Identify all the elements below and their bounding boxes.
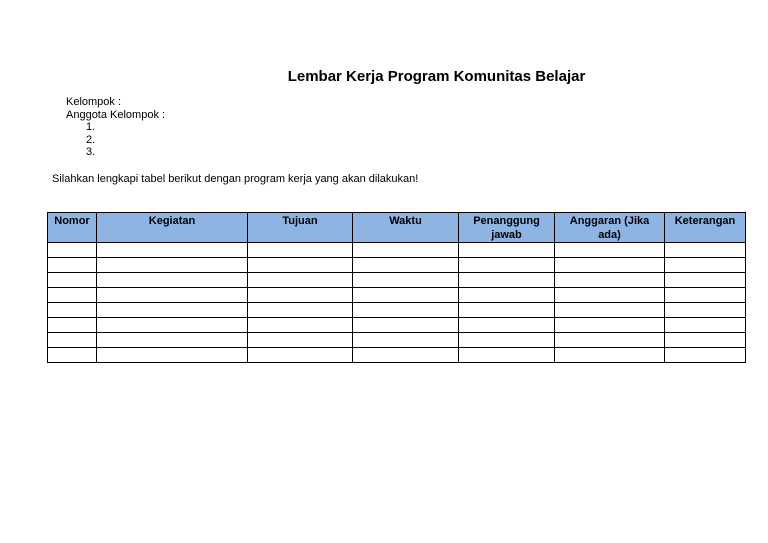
table-cell[interactable] xyxy=(97,288,248,303)
table-cell[interactable] xyxy=(353,258,459,273)
table-cell[interactable] xyxy=(97,243,248,258)
table-cell[interactable] xyxy=(248,348,353,363)
table-row xyxy=(48,288,746,303)
table-cell[interactable] xyxy=(555,273,665,288)
table-cell[interactable] xyxy=(459,303,555,318)
table-cell[interactable] xyxy=(97,273,248,288)
table-cell[interactable] xyxy=(459,258,555,273)
table-cell[interactable] xyxy=(97,318,248,333)
table-row xyxy=(48,243,746,258)
table-cell[interactable] xyxy=(555,318,665,333)
member-item: 3. xyxy=(86,146,96,158)
table-cell[interactable] xyxy=(97,258,248,273)
table-header-row xyxy=(48,213,746,243)
header-anggaran: Anggaran (Jika ada) xyxy=(555,213,665,243)
table-row xyxy=(48,348,746,363)
table-cell[interactable] xyxy=(555,243,665,258)
header-tujuan: Tujuan xyxy=(248,213,353,243)
table-cell[interactable] xyxy=(665,303,746,318)
table-cell[interactable] xyxy=(248,258,353,273)
table-cell[interactable] xyxy=(353,333,459,348)
work-program-table xyxy=(47,212,746,363)
table-cell[interactable] xyxy=(459,273,555,288)
table-cell[interactable] xyxy=(353,318,459,333)
table-cell[interactable] xyxy=(248,243,353,258)
table-cell[interactable] xyxy=(665,273,746,288)
table-cell[interactable] xyxy=(459,318,555,333)
header-waktu: Waktu xyxy=(353,213,459,243)
table-cell[interactable] xyxy=(48,348,97,363)
table-cell[interactable] xyxy=(665,258,746,273)
table-cell[interactable] xyxy=(97,348,248,363)
header-kegiatan: Kegiatan xyxy=(97,213,248,243)
table-row xyxy=(48,258,746,273)
table-cell[interactable] xyxy=(353,303,459,318)
table-cell[interactable] xyxy=(665,243,746,258)
table-cell[interactable] xyxy=(97,333,248,348)
table-row xyxy=(48,333,746,348)
members-list xyxy=(66,121,165,159)
table-cell[interactable] xyxy=(48,333,97,348)
instruction-text: Silahkan lengkapi tabel berikut dengan program kerja yang akan dilakukan! xyxy=(52,173,419,185)
header-nomor: Nomor xyxy=(48,213,97,243)
member-item: 2. xyxy=(86,133,96,146)
table-cell[interactable] xyxy=(353,273,459,288)
table-cell[interactable] xyxy=(248,273,353,288)
table-cell[interactable] xyxy=(48,303,97,318)
table-cell[interactable] xyxy=(353,243,459,258)
header-keterangan: Keterangan xyxy=(665,213,746,243)
table-cell[interactable] xyxy=(555,348,665,363)
table-cell[interactable] xyxy=(555,258,665,273)
group-label: Kelompok : xyxy=(66,96,122,108)
header-penanggung-jawab: Penanggung jawab xyxy=(459,213,555,243)
table-cell[interactable] xyxy=(248,303,353,318)
table-cell[interactable] xyxy=(48,288,97,303)
table-cell[interactable] xyxy=(665,348,746,363)
table-cell[interactable] xyxy=(353,288,459,303)
table-row xyxy=(48,273,746,288)
table-cell[interactable] xyxy=(459,348,555,363)
table-cell[interactable] xyxy=(665,288,746,303)
table-cell[interactable] xyxy=(665,333,746,348)
member-item: 1. xyxy=(86,121,96,133)
table-cell[interactable] xyxy=(555,333,665,348)
table-cell[interactable] xyxy=(97,303,248,318)
table-cell[interactable] xyxy=(459,333,555,348)
table-cell[interactable] xyxy=(555,303,665,318)
table-cell[interactable] xyxy=(48,258,97,273)
table-cell[interactable] xyxy=(248,318,353,333)
table-cell[interactable] xyxy=(48,243,97,258)
members-label: Anggota Kelompok : xyxy=(66,108,166,121)
table-cell[interactable] xyxy=(248,333,353,348)
table-row xyxy=(48,318,746,333)
table-cell[interactable] xyxy=(248,288,353,303)
table-cell[interactable] xyxy=(555,288,665,303)
table-cell[interactable] xyxy=(353,348,459,363)
table-row xyxy=(48,303,746,318)
group-info xyxy=(66,96,165,159)
table-cell[interactable] xyxy=(48,318,97,333)
table-cell[interactable] xyxy=(48,273,97,288)
document-title: Lembar Kerja Program Komunitas Belajar xyxy=(287,68,586,85)
table-cell[interactable] xyxy=(665,318,746,333)
table-cell[interactable] xyxy=(459,288,555,303)
table-body xyxy=(48,243,746,363)
table-cell[interactable] xyxy=(459,243,555,258)
